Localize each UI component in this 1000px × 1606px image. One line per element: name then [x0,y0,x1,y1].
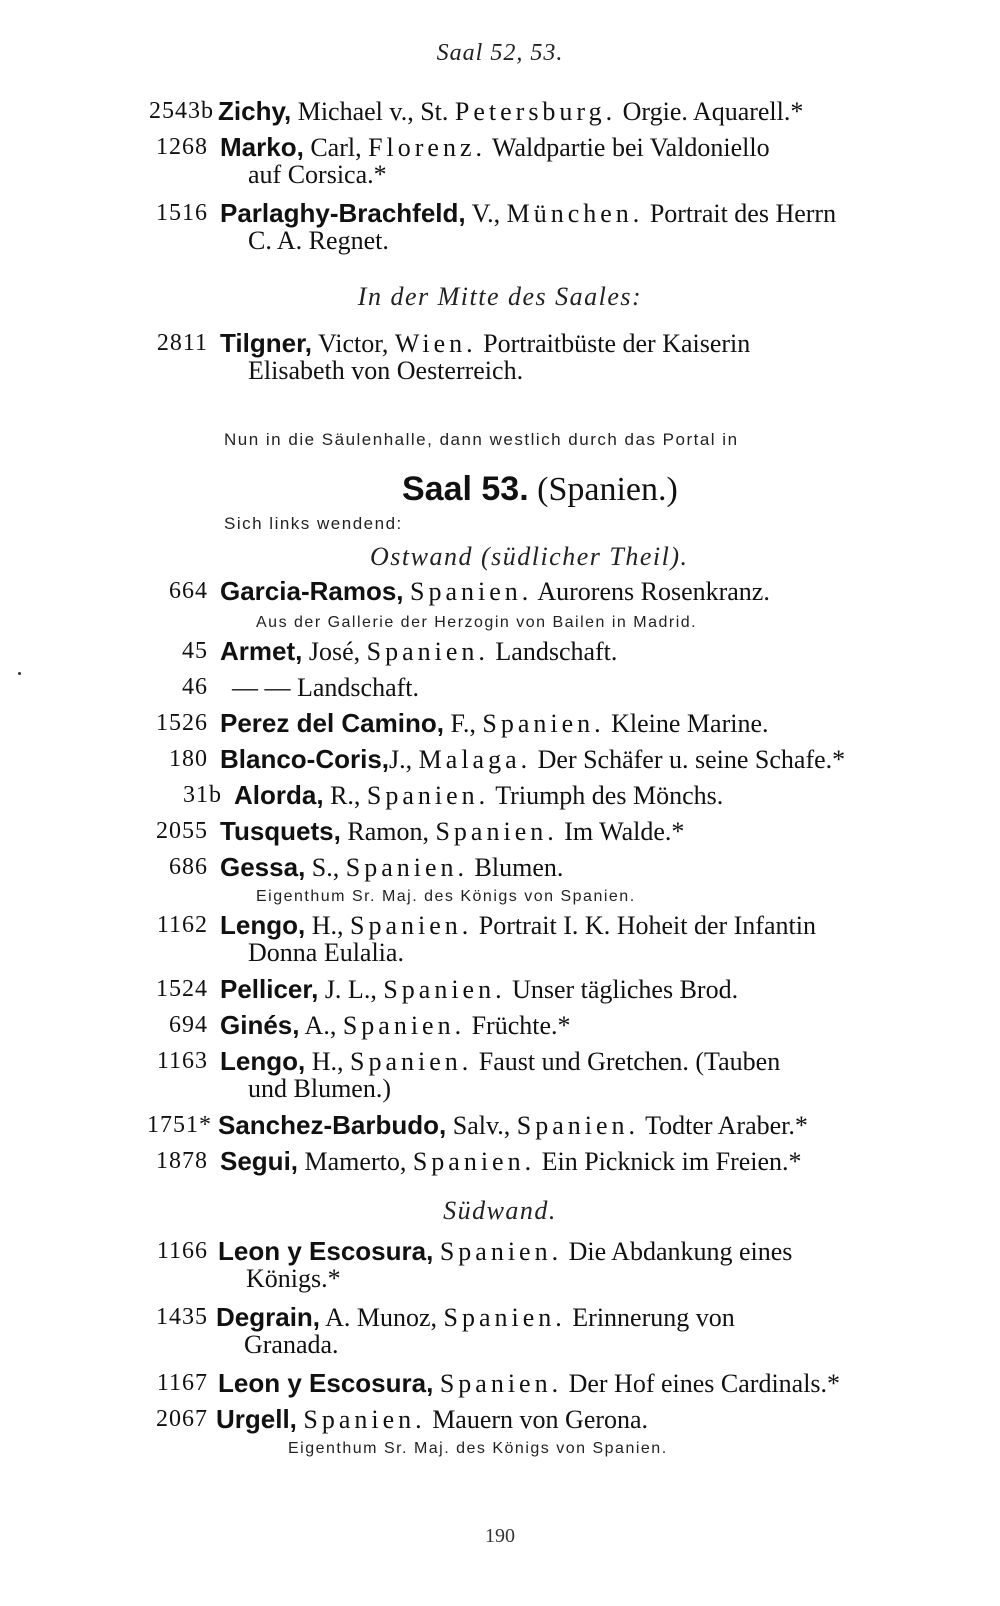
section-subheading: In der Mitte des Saales: [357,282,643,311]
entry-text [220,636,617,667]
artist-name: Marko, [220,132,304,162]
place-name: Spanien. [439,1369,563,1398]
artist-name: Gessa, [220,852,306,882]
artist-details: V., [465,199,507,228]
place-name: Spanien. [439,1237,563,1266]
entry-number: 1751* [147,1112,212,1138]
artwork-title: Aurorens Rosenkranz. [532,577,770,606]
artist-name: Perez del Camino, [220,708,444,738]
hall-title: Saal 53. [402,470,529,508]
turn-note: Sich links wendend: [224,514,403,533]
entry-number: 2811 [156,330,208,356]
entry-text [220,1146,802,1177]
artwork-title: Der Schäfer u. seine Schafe.* [531,745,846,774]
entry-number: 1166 [156,1238,208,1264]
artwork-title: Mauern von Gerona. [425,1405,649,1434]
print-speck [18,672,21,675]
artwork-title: Im Walde.* [557,817,685,846]
entry-text [220,132,770,163]
entry-continuation: auf Corsica.* [248,160,387,189]
artwork-title: Landschaft. [488,637,618,666]
entry-number: 664 [169,578,208,604]
entry-number: 2543b [149,98,214,124]
artwork-title: — — Landschaft. [232,673,420,702]
place-name: Spanien. [345,853,469,882]
entry-text [220,910,816,941]
entry-number: 1167 [156,1370,208,1396]
artwork-title: Waldpartie bei Valdoniello [486,133,770,162]
entry-continuation: Granada. [244,1330,339,1359]
place-name: Spanien. [366,781,490,810]
artist-details: Mamerto, [298,1147,413,1176]
entry-text [220,198,836,229]
entry-continuation: Donna Eulalia. [248,938,404,967]
entry-text [234,780,723,811]
provenance-note: Eigenthum Sr. Maj. des Königs von Spanien. [288,1440,668,1457]
artist-details: Victor, [312,329,395,358]
entry-number: 1268 [156,134,208,160]
artwork-title: Die Abdankung eines [562,1237,793,1266]
entry-number: 1516 [156,200,208,226]
entry-continuation: und Blumen.) [248,1074,391,1103]
artist-details: S., [305,853,346,882]
place-name: Spanien. [383,975,506,1004]
entry-text [220,328,750,359]
provenance-note: Aus der Gallerie der Herzogin von Bailen in Madrid. [256,614,698,631]
artist-details: R., [323,781,367,810]
artist-name: Degrain, [216,1302,321,1332]
artist-name: Sanchez-Barbudo, [218,1110,447,1140]
entry-number: 2055 [156,818,208,844]
entry-number: 46 [182,674,208,700]
artwork-title: Todter Araber.* [639,1111,808,1140]
artwork-title: Blumen. [468,853,564,882]
place-name: Spanien. [366,637,489,666]
entry-continuation: Königs.* [246,1264,341,1293]
artwork-title: Orgie. Aquarell.* [616,97,804,126]
entry-text [220,708,769,739]
entry-number: 1524 [156,976,208,1002]
artwork-title: Kleine Marine. [604,709,769,738]
direction-note: Nun in die Säulenhalle, dann westlich durch das Portal in [224,430,739,449]
place-name: Spanien. [342,1011,466,1040]
entry-text [220,1010,571,1041]
artwork-title: Früchte.* [465,1011,571,1040]
artist-details: J. L., [318,975,384,1004]
place-name: Spanien. [516,1111,640,1140]
artist-name: Lengo, [220,1046,306,1076]
artist-details: H., [305,911,350,940]
artwork-title: Faust und Gretchen. (Tauben [472,1047,781,1076]
artist-name: Armet, [220,636,303,666]
place-name: Spanien. [350,1047,473,1076]
artwork-title: Unser tägliches Brod. [505,975,739,1004]
artist-name: Tusquets, [220,816,341,846]
section-title [402,470,678,509]
artist-details: Ramon, [340,817,436,846]
artist-details: F., [443,709,483,738]
artist-name: Alorda, [234,780,324,810]
entry-number: 1878 [156,1148,208,1174]
entry-text [218,96,803,127]
place-name: Petersburg. [454,97,617,126]
place-name: Wien. [394,329,477,358]
artist-name: Zichy, [218,96,292,126]
artist-details: Salv., [446,1111,517,1140]
artwork-title: Ein Picknick im Freien.* [535,1147,802,1176]
place-name: Spanien. [350,911,473,940]
artist-details: A. Munoz, [320,1303,444,1332]
running-head: Saal 52, 53. [436,40,564,66]
entry-text [220,744,845,775]
artist-details: A., [299,1011,343,1040]
artist-details: Michael v., St. [291,97,455,126]
artwork-title: Erinnerung von [565,1303,735,1332]
place-name: Florenz. [368,133,486,162]
artwork-title: Portrait des Herrn [643,199,837,228]
artist-details: J., [389,745,419,774]
place-name: Spanien. [303,1405,426,1434]
entry-number: 1526 [156,710,208,736]
wall-heading: Südwand. [443,1196,557,1225]
page-number: 190 [485,1525,515,1547]
artwork-title: Der Hof eines Cardinals.* [562,1369,841,1398]
place-name: München. [506,199,644,228]
artist-details: Carl, [303,133,369,162]
entry-text [232,672,419,703]
artist-name: Blanco-Coris, [220,744,390,774]
entry-text [216,1404,648,1435]
artist-name: Segui, [220,1146,299,1176]
entry-text [220,974,738,1005]
entry-continuation: C. A. Regnet. [248,226,389,255]
entry-number: 2067 [156,1406,208,1432]
entry-text [220,852,563,883]
entry-number: 180 [169,746,208,772]
entry-number: 1163 [156,1048,208,1074]
artwork-title: Portrait I. K. Hoheit der Infantin [472,911,816,940]
entry-text [220,576,770,607]
entry-text [220,816,684,847]
artist-name: Tilgner, [220,328,312,358]
place-name: Spanien. [412,1147,536,1176]
place-name: Spanien. [443,1303,566,1332]
entry-number: 1435 [156,1304,208,1330]
place-name: Spanien. [482,709,605,738]
artist-name: Lengo, [220,910,306,940]
entry-number: 1162 [156,912,208,938]
entry-number: 31b [183,782,222,808]
entry-number: 45 [182,638,208,664]
artist-name: Pellicer, [220,974,319,1004]
artist-details: José, [302,637,367,666]
entry-text [216,1302,735,1333]
entry-text [218,1236,792,1267]
entry-number: 686 [169,854,208,880]
entry-text [218,1368,840,1399]
artist-name: Leon y Escosura, [218,1368,434,1398]
artist-name: Garcia-Ramos, [220,576,404,606]
entry-number: 694 [169,1012,208,1038]
provenance-note: Eigenthum Sr. Maj. des Königs von Spanien. [256,888,636,905]
artwork-title: Triumph des Mönchs. [489,781,724,810]
place-name: Spanien. [435,817,558,846]
artist-name: Urgell, [216,1404,297,1434]
artist-name: Leon y Escosura, [218,1236,434,1266]
artist-details: H., [305,1047,350,1076]
hall-country: (Spanien.) [537,471,678,508]
entry-text [218,1110,808,1141]
place-name: Malaga. [418,745,532,774]
wall-heading: Ostwand (südlicher Theil). [370,542,689,571]
entry-continuation: Elisabeth von Oesterreich. [248,356,524,385]
artist-name: Parlaghy-Brachfeld, [220,198,466,228]
place-name: Spanien. [410,577,533,606]
artwork-title: Portraitbüste der Kaiserin [476,329,751,358]
entry-text [220,1046,780,1077]
artist-name: Ginés, [220,1010,300,1040]
